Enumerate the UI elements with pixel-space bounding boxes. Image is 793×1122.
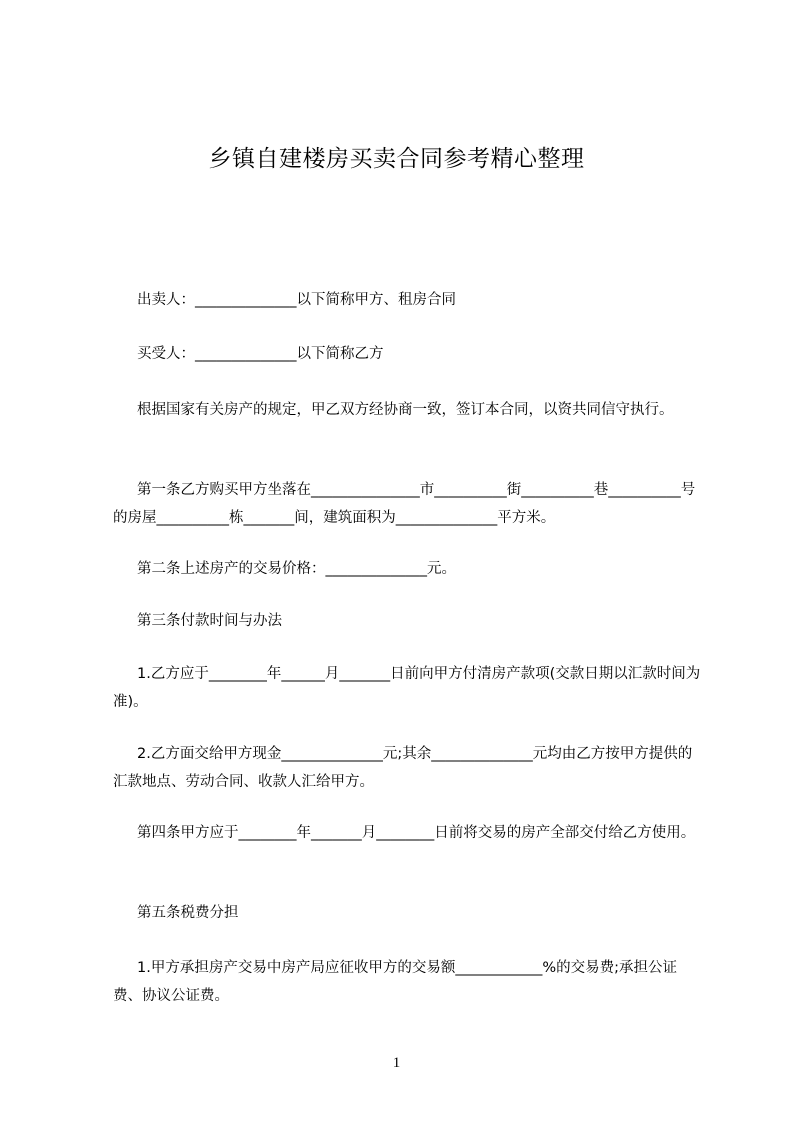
- paragraph-article-3-heading: 第三条付款时间与办法: [137, 613, 282, 629]
- paragraph-article-2: 第二条上述房产的交易价格：______________元。: [137, 561, 456, 577]
- paragraph-buyer: 买受人：______________以下简称乙方: [137, 346, 384, 362]
- page-number: 1: [392, 1055, 401, 1071]
- document-title: 乡镇自建楼房买卖合同参考精心整理: [208, 146, 585, 172]
- paragraph-article-3-item-1: 1.乙方应于________年______月_______日前向甲方付清房产款项(交款日期以汇款时间为准)。: [113, 666, 701, 710]
- paragraph-preamble: 根据国家有关房产的规定，甲乙双方经协商一致，签订本合同，以资共同信守执行。: [137, 402, 674, 418]
- paragraph-seller: 出卖人：______________以下简称甲方、租房合同: [137, 292, 456, 308]
- paragraph-article-3-item-2: 2.乙方面交给甲方现金______________元;其余______________元均由乙方按甲方提供的汇款地点、劳动合同、收款人汇给甲方。: [113, 746, 693, 790]
- paragraph-article-1: 第一条乙方购买甲方坐落在_______________市__________街__________巷__________号的房屋__________栋_______间，建筑面积为______________平方米。: [113, 482, 696, 526]
- paragraph-article-5-item-1: 1.甲方承担房产交易中房产局应征收甲方的交易额____________%的交易费;承担公证费、协议公证费。: [113, 960, 677, 1004]
- paragraph-article-4: 第四条甲方应于________年_______月________日前将交易的房产全部交付给乙方使用。: [137, 825, 696, 841]
- paragraph-article-5-heading: 第五条税费分担: [137, 905, 239, 921]
